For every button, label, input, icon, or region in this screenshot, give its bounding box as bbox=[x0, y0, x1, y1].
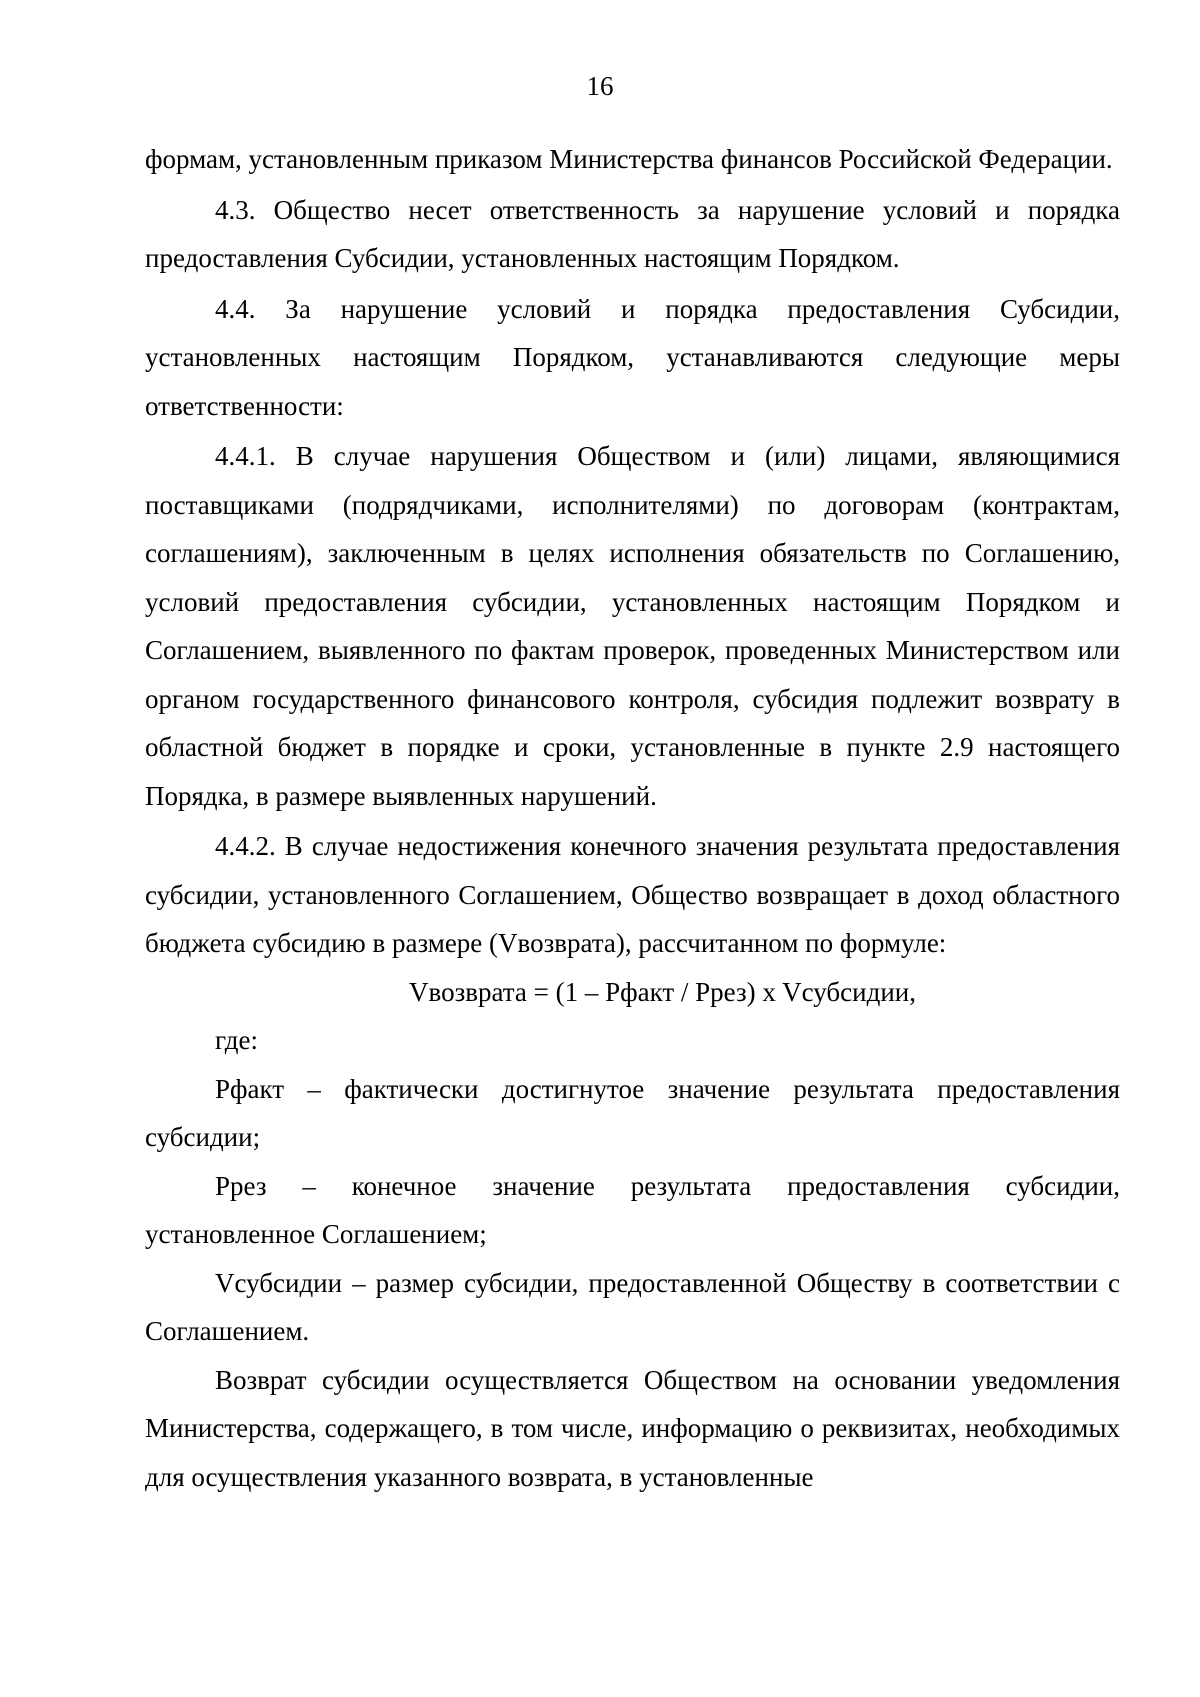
paragraph-continuation: формам, установленным приказом Министерства финансов Российской Федерации. bbox=[145, 144, 1113, 174]
paragraph-4-4: 4.4. За нарушение условий и порядка предоставления Субсидии, установленных настоящим Порядком, устанавливаются следующие меры ответственности: bbox=[145, 293, 1120, 421]
definition-rrez: Ррез – конечное значение результата предоставления субсидии, установленное Соглашением; bbox=[145, 1170, 1120, 1249]
paragraph-4-3: 4.3. Общество несет ответственность за нарушение условий и порядка предоставления Субсидии, установленных настоящим Порядком. bbox=[145, 194, 1120, 273]
paragraph-4-4-2: 4.4.2. В случае недостижения конечного значения результата предоставления субсидии, установленного Соглашением, Общество возвращает в доход областного бюджета субсидию в размере (Vвозврата), рассчитанном по формуле: bbox=[145, 831, 1120, 958]
paragraph-4-4-1: 4.4.1. В случае нарушения Обществом и (или) лицами, являющимися поставщиками (подрядчиками, исполнителями) по договорам (контрактам, соглашениям), заключенным в целях исполнения обязательств по Соглашению, условий предоставления субсидии, установленных настоящим Порядком и Соглашением, выявленного по фактам проверок, проведенных Министерством или органом государственного финансового контроля, субсидия подлежит возврату в областной бюджет в порядке и сроки, установленные в пункте 2.9 настоящего Порядка, в размере выявленных нарушений. bbox=[145, 441, 1120, 811]
definition-vsubsidii: Vсубсидии – размер субсидии, предоставленной Обществу в соответствии с Соглашением. bbox=[145, 1267, 1120, 1346]
page-number: 16 bbox=[586, 71, 614, 101]
document-body bbox=[145, 135, 1120, 1501]
paragraph-refund-procedure: Возврат субсидии осуществляется Обществом на основании уведомления Министерства, содержащего, в том числе, информацию о реквизитах, необходимых для осуществления указанного возврата, в установленные bbox=[145, 1364, 1120, 1492]
formula-where-label: где: bbox=[215, 1025, 258, 1055]
refund-formula: Vвозврата = (1 – Рфакт / Ррез) x Vсубсидии, bbox=[409, 976, 916, 1007]
definition-rfakt: Рфакт – фактически достигнутое значение результата предоставления субсидии; bbox=[145, 1073, 1120, 1152]
